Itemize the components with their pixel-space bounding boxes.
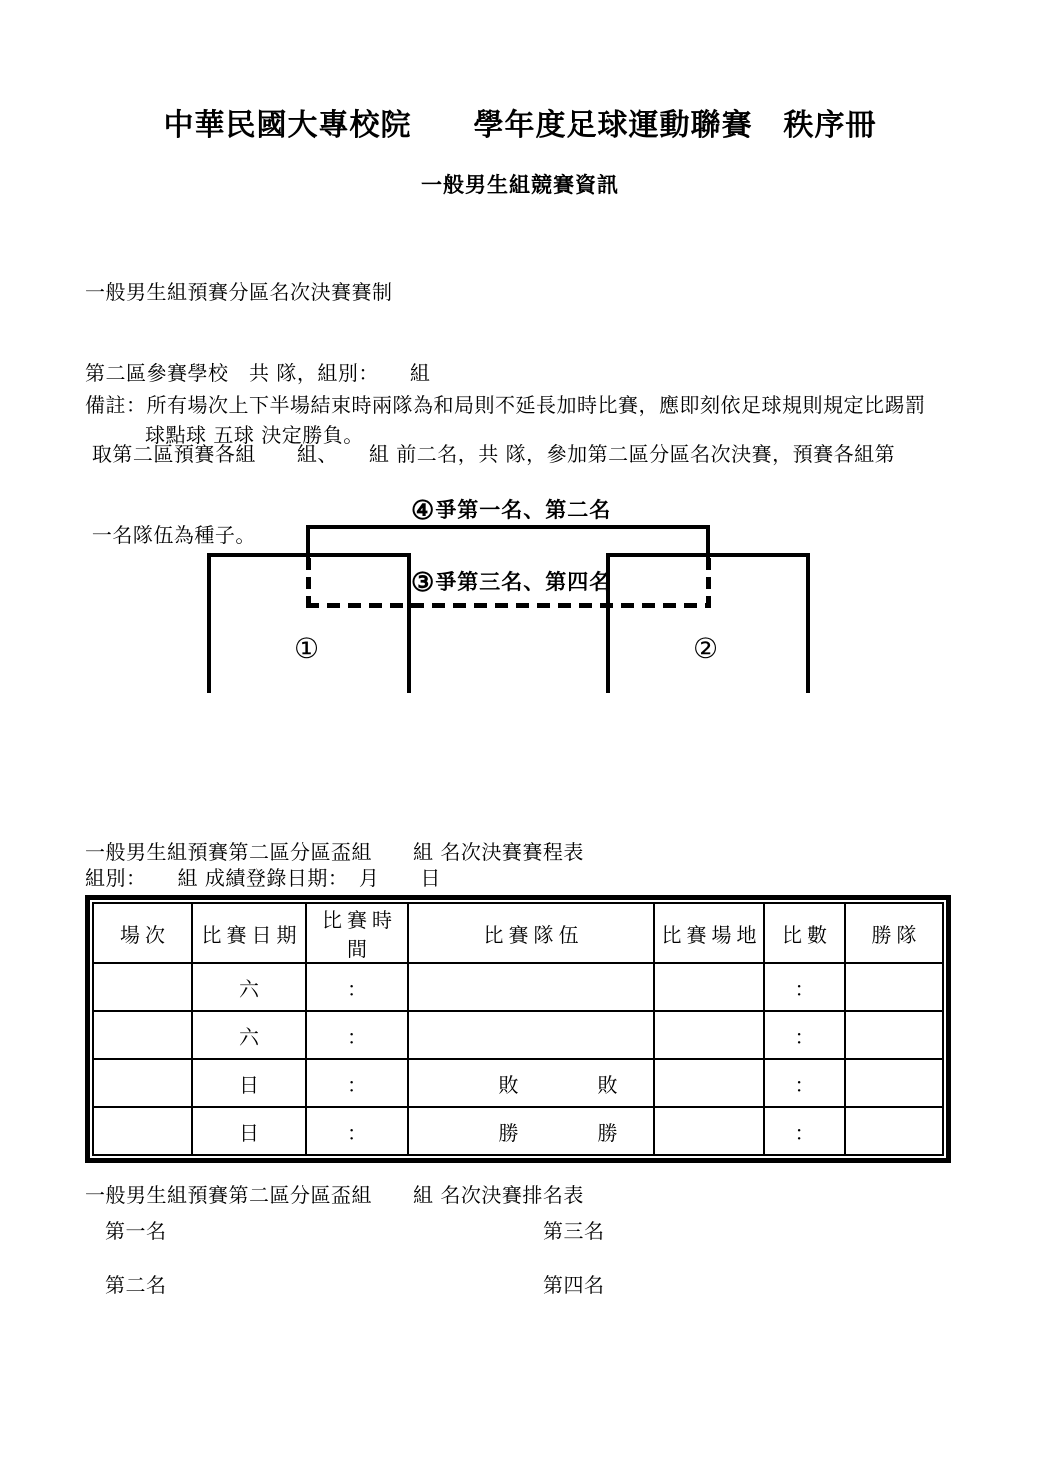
cell-winner [845, 1059, 943, 1107]
intro-line-3: 取第二區預賽各組 組、 組 前二名，共 隊，參加第二區分區名次決賽，預賽各組第 [85, 442, 896, 466]
intro-line-1: 一般男生組預賽分區名次決賽賽制 [85, 280, 393, 304]
team-b: 勝 [597, 1120, 618, 1145]
third-place-match-number: ③ [411, 568, 436, 598]
col-header-teams: 比賽隊伍 [408, 903, 654, 963]
final-match-number: ④ [411, 496, 436, 526]
document-title: 中華民國大專校院 學年度足球運動聯賽 秩序冊 [163, 108, 877, 143]
match-2-marker: ② [693, 632, 719, 665]
cell-venue [654, 1059, 764, 1107]
cell-session [93, 1011, 192, 1059]
rank-fourth-label: 第四名 [543, 1273, 605, 1297]
note-line-2: 球點球 五球 決定勝負。 [145, 423, 364, 447]
col-header-date: 比賽日期 [192, 903, 306, 963]
schedule-row-2 [93, 1011, 943, 1059]
rank-first-label: 第一名 [105, 1219, 167, 1243]
cell-session [93, 1107, 192, 1155]
cell-time: ： [306, 963, 408, 1011]
cell-teams [408, 1011, 654, 1059]
third-place-match-label [411, 566, 611, 598]
schedule-row-3 [93, 1059, 943, 1107]
cell-teams [408, 1059, 654, 1107]
bracket-thirdplace-left-dashed-line [306, 558, 311, 608]
col-header-session: 場次 [93, 903, 192, 963]
intro-line-4: 一名隊伍為種子。 [85, 523, 256, 547]
cell-time: ： [306, 1107, 408, 1155]
cell-teams [408, 1107, 654, 1155]
cell-winner [845, 1107, 943, 1155]
cell-score: ： [764, 1059, 845, 1107]
col-header-venue: 比賽場地 [654, 903, 764, 963]
intro-line-2: 第二區參賽學校 共 隊，組別： 組 [85, 361, 431, 385]
cell-date: 六 [192, 1011, 306, 1059]
schedule-subheading: 組別： 組 成績登錄日期： 月 日 [85, 866, 441, 890]
bracket-match1-left-line [207, 553, 211, 693]
match-1-marker: ① [294, 632, 320, 665]
cell-date: 六 [192, 963, 306, 1011]
schedule-row-4 [93, 1107, 943, 1155]
cell-date: 日 [192, 1059, 306, 1107]
team-a: 勝 [498, 1120, 519, 1145]
cell-winner [845, 963, 943, 1011]
bracket-match2-right-line [806, 553, 810, 693]
section-title-competition-info: 一般男生組競賽資訊 [421, 172, 619, 197]
schedule-heading: 一般男生組預賽第二區分區盃組 組 名次決賽賽程表 [85, 840, 584, 864]
cell-winner [845, 1011, 943, 1059]
rank-second-label: 第二名 [105, 1273, 167, 1297]
col-header-winner: 勝隊 [845, 903, 943, 963]
schedule-table [92, 902, 944, 1156]
bracket-match1-top-line [207, 553, 411, 557]
rank-third-label: 第三名 [543, 1219, 605, 1243]
ranking-heading: 一般男生組預賽第二區分區盃組 組 名次決賽排名表 [85, 1183, 584, 1207]
cell-venue [654, 1011, 764, 1059]
note-line-1: 備註：所有場次上下半場結束時兩隊為和局則不延長加時比賽，應即刻依足球規則規定比踢罰 [85, 393, 926, 417]
cell-venue [654, 1107, 764, 1155]
schedule-table-border [85, 895, 951, 1163]
cell-time: ： [306, 1011, 408, 1059]
final-match-label [411, 494, 611, 526]
col-header-time: 比賽時間 [306, 903, 408, 963]
bracket-thirdplace-right-dashed-line [706, 558, 711, 608]
bracket-thirdplace-bottom-dashed-line [306, 603, 710, 608]
schedule-header-row [93, 903, 943, 963]
schedule-row-1 [93, 963, 943, 1011]
cell-session [93, 1059, 192, 1107]
cell-session [93, 963, 192, 1011]
team-a: 敗 [498, 1072, 519, 1097]
cell-score: ： [764, 963, 845, 1011]
team-b: 敗 [597, 1072, 618, 1097]
third-place-match-label-text: 爭第三名、第四名 [435, 569, 612, 594]
cell-time: ： [306, 1059, 408, 1107]
col-header-score: 比數 [764, 903, 845, 963]
cell-score: ： [764, 1011, 845, 1059]
final-match-label-text: 爭第一名、第二名 [435, 497, 612, 522]
cell-teams [408, 963, 654, 1011]
cell-date: 日 [192, 1107, 306, 1155]
bracket-match2-top-line [606, 553, 810, 557]
cell-score: ： [764, 1107, 845, 1155]
cell-venue [654, 963, 764, 1011]
